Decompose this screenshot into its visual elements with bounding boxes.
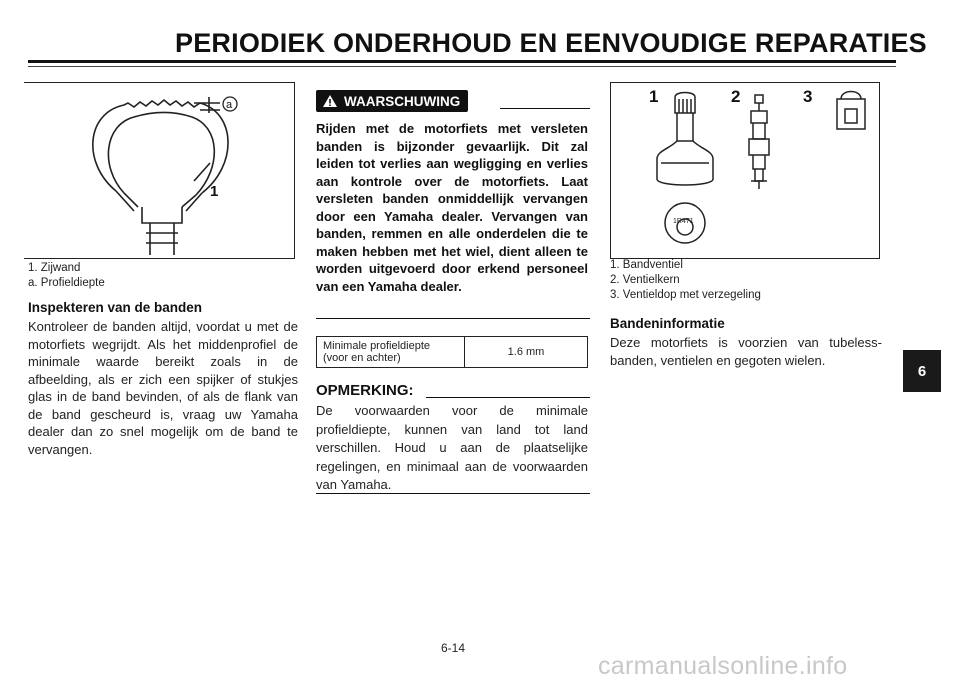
spec-table [316, 336, 588, 368]
warning-triangle-icon [322, 94, 338, 108]
section-heading-info: Bandeninformatie [610, 316, 725, 331]
watermark: carmanualsonline.info [598, 652, 848, 680]
caption-item: 1. Zijwand [28, 262, 81, 274]
valve-figure [610, 82, 880, 259]
chapter-tab: 6 [903, 350, 941, 392]
note-rule [426, 397, 590, 398]
valve-stamp-text: 1R471 [673, 218, 694, 225]
label-1: 1 [210, 183, 219, 200]
caption-item: a. Profieldiepte [28, 277, 105, 289]
page-title: PERIODIEK ONDERHOUD EN EENVOUDIGE REPARATIES [175, 28, 927, 58]
warning-text: Rijden met de motorfiets met versleten banden is bijzonder gevaarlijk. Dit zal leiden tot verlies aan wegligging en verlies aan kontrole over de motorfiets. Laat versleten banden onmiddellijk vervangen door een Yamaha dealer. Vervangen van banden, remmen en alle onderdelen die te maken hebben met het wiel, dient alleen te worden uitgevoerd door erkend personeel van een Yamaha dealer. [316, 121, 588, 294]
spec-label-cell [317, 337, 465, 368]
figure-left-captions [28, 261, 278, 291]
info-body-text: Deze motorfiets is voorzien van tubeless-banden, ventielen en gegoten wielen. [610, 335, 882, 368]
valve-number-2: 2 [731, 87, 741, 106]
note-text: De voorwaarden voor de minimale profieldiepte, kunnen van land tot land verschillen. Houd u aan de plaatselijke regelingen, en minimaal aan de voorwaarden van Yamaha. [316, 403, 588, 492]
inspect-body-text: Kontroleer de banden altijd, voordat u met de motorfiets wegrijdt. Als het middenprofiel de minimale waarde bereikt zoals in de afbeelding, als er zich een spijker of stukjes glas in de band bevinden, of als de flank van de band gescheurd is, vraag uw Yamaha dealer dan zo snel mogelijk om de band te vervangen. [28, 319, 298, 457]
note-bottom-rule [316, 493, 590, 494]
caption-item: 2. Ventielkern [610, 274, 680, 286]
caption-item: 3. Ventieldop met verzegeling [610, 289, 761, 301]
section-heading-inspect: Inspekteren van de banden [28, 300, 203, 315]
warning-rule [500, 108, 590, 109]
tire-cross-section-illustration [24, 83, 294, 258]
valve-number-3: 3 [803, 87, 813, 106]
note-title: OPMERKING: [316, 382, 414, 399]
spec-value-cell: 1.6 mm [465, 337, 588, 368]
valve-number-1: 1 [649, 87, 659, 106]
spec-label-line: Minimale profieldiepte [323, 340, 430, 352]
figure-right-captions [610, 258, 870, 303]
tire-profile-figure [24, 82, 295, 259]
label-a: a [226, 99, 233, 111]
caption-item: 1. Bandventiel [610, 259, 683, 271]
header-rule [28, 60, 896, 63]
valve-parts-illustration [611, 83, 879, 258]
spec-label-line: (voor en achter) [323, 352, 401, 364]
warning-bottom-rule [316, 318, 590, 319]
warning-label: WAARSCHUWING [344, 93, 461, 109]
warning-badge [316, 90, 468, 112]
page-number: 6-14 [441, 641, 466, 655]
header-rule-thin [28, 66, 896, 67]
table-row [317, 337, 588, 368]
